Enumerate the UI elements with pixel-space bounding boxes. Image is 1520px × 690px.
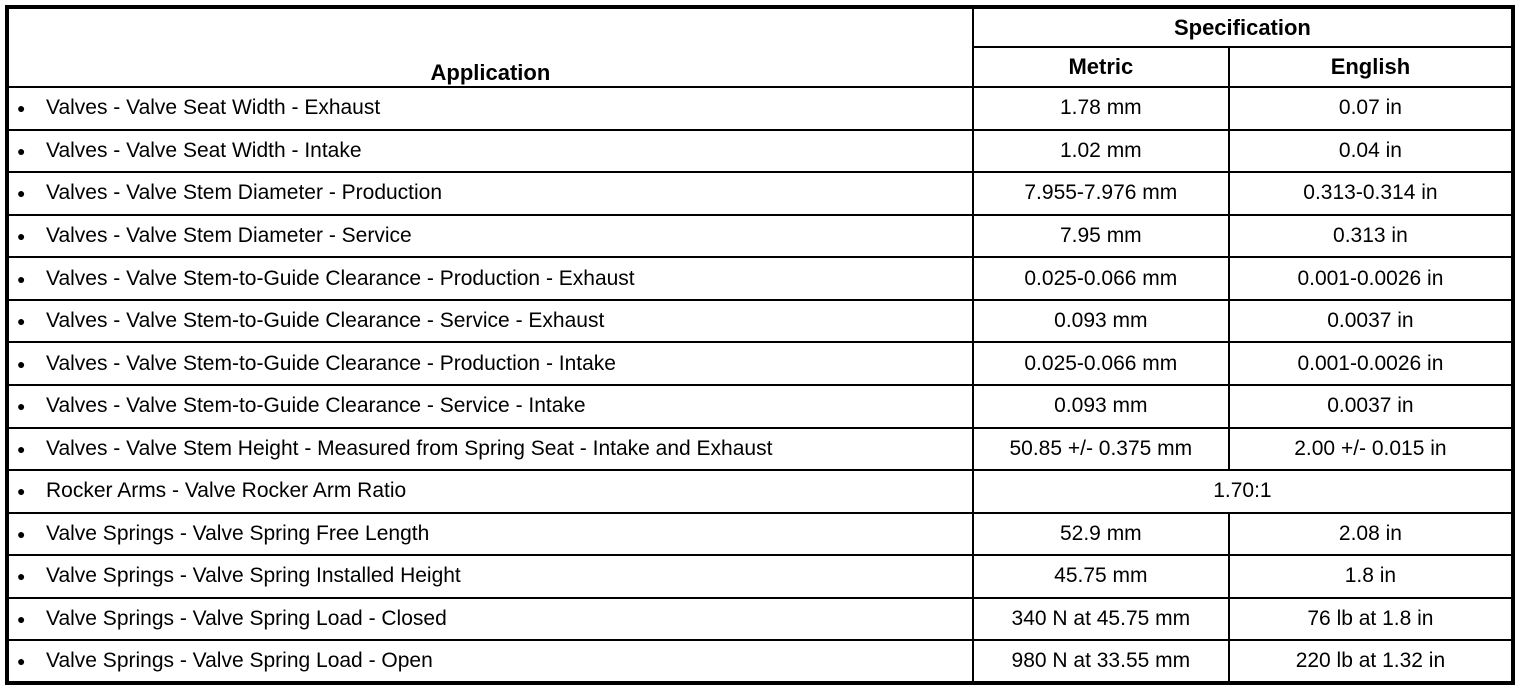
application-label: Valve Springs - Valve Spring Load - Open [46, 649, 433, 673]
table-row [7, 428, 1513, 471]
metric-value-cell: 0.025-0.066 mm [973, 342, 1229, 385]
table-body [7, 87, 1513, 683]
english-value-cell: 0.0037 in [1229, 300, 1513, 343]
application-cell [7, 385, 973, 428]
application-cell [7, 470, 973, 513]
application-label: Valves - Valve Stem-to-Guide Clearance - Production - Intake [46, 351, 616, 375]
table-row [7, 385, 1513, 428]
metric-value-cell: 45.75 mm [973, 555, 1229, 598]
metric-value-cell: 0.025-0.066 mm [973, 257, 1229, 300]
application-cell [7, 172, 973, 215]
table-row [7, 598, 1513, 641]
english-column-header: English [1229, 47, 1513, 87]
english-value-cell: 0.04 in [1229, 130, 1513, 173]
application-label: Valves - Valve Seat Width - Intake [46, 138, 362, 162]
english-value-cell: 0.313 in [1229, 215, 1513, 258]
table-header [7, 7, 1513, 87]
table-row [7, 172, 1513, 215]
metric-value-cell: 0.093 mm [973, 385, 1229, 428]
english-value-cell: 0.001-0.0026 in [1229, 342, 1513, 385]
bullet-icon: ● [17, 440, 26, 457]
bullet-icon: ● [17, 185, 26, 202]
metric-value-cell: 7.955-7.976 mm [973, 172, 1229, 215]
application-column-header: Application [7, 7, 973, 87]
application-cell [7, 598, 973, 641]
bullet-icon: ● [17, 483, 26, 500]
english-value-cell: 0.313-0.314 in [1229, 172, 1513, 215]
table-row [7, 513, 1513, 556]
application-cell [7, 87, 973, 130]
application-label: Valves - Valve Stem Diameter - Production [46, 181, 443, 205]
english-value-cell: 1.8 in [1229, 555, 1513, 598]
bullet-icon: ● [17, 100, 26, 117]
table-row [7, 87, 1513, 130]
application-cell [7, 300, 973, 343]
english-value-cell: 2.08 in [1229, 513, 1513, 556]
english-value-cell: 0.0037 in [1229, 385, 1513, 428]
metric-value-cell: 1.78 mm [973, 87, 1229, 130]
specification-table [5, 5, 1515, 685]
table-row [7, 257, 1513, 300]
table-row [7, 555, 1513, 598]
bullet-icon: ● [17, 653, 26, 670]
application-label: Valves - Valve Seat Width - Exhaust [46, 96, 381, 120]
metric-column-header: Metric [973, 47, 1229, 87]
metric-value-cell: 980 N at 33.55 mm [973, 640, 1229, 683]
application-cell [7, 215, 973, 258]
english-value-cell: 2.00 +/- 0.015 in [1229, 428, 1513, 471]
application-label: Valves - Valve Stem-to-Guide Clearance - Service - Intake [46, 394, 586, 418]
application-label: Valves - Valve Stem Height - Measured from Spring Seat - Intake and Exhaust [46, 436, 773, 460]
english-value-cell: 0.001-0.0026 in [1229, 257, 1513, 300]
metric-value-cell: 0.093 mm [973, 300, 1229, 343]
bullet-icon: ● [17, 270, 26, 287]
application-label: Valve Springs - Valve Spring Load - Closed [46, 607, 447, 631]
english-value-cell: 220 lb at 1.32 in [1229, 640, 1513, 683]
english-value-cell: 76 lb at 1.8 in [1229, 598, 1513, 641]
application-cell [7, 555, 973, 598]
application-label: Valves - Valve Stem Diameter - Service [46, 223, 412, 247]
application-label: Valve Springs - Valve Spring Installed Height [46, 564, 461, 588]
table-row [7, 470, 1513, 513]
header-row-1 [7, 7, 1513, 47]
bullet-icon: ● [17, 142, 26, 159]
application-label: Valve Springs - Valve Spring Free Length [46, 521, 430, 545]
application-label: Valves - Valve Stem-to-Guide Clearance - Service - Exhaust [46, 309, 605, 333]
metric-value-cell: 52.9 mm [973, 513, 1229, 556]
application-cell [7, 428, 973, 471]
metric-value-cell: 7.95 mm [973, 215, 1229, 258]
metric-value-cell: 340 N at 45.75 mm [973, 598, 1229, 641]
bullet-icon: ● [17, 398, 26, 415]
application-label: Valves - Valve Stem-to-Guide Clearance - Production - Exhaust [46, 266, 635, 290]
application-label: Rocker Arms - Valve Rocker Arm Ratio [46, 479, 407, 503]
metric-value-cell: 50.85 +/- 0.375 mm [973, 428, 1229, 471]
table-row [7, 300, 1513, 343]
bullet-icon: ● [17, 568, 26, 585]
bullet-icon: ● [17, 355, 26, 372]
application-cell [7, 640, 973, 683]
application-cell [7, 257, 973, 300]
table-row [7, 130, 1513, 173]
metric-value-cell: 1.02 mm [973, 130, 1229, 173]
bullet-icon: ● [17, 611, 26, 628]
english-value-cell: 0.07 in [1229, 87, 1513, 130]
application-cell [7, 342, 973, 385]
specification-column-header: Specification [973, 7, 1513, 47]
bullet-icon: ● [17, 227, 26, 244]
table-row [7, 640, 1513, 683]
table-row [7, 215, 1513, 258]
bullet-icon: ● [17, 525, 26, 542]
bullet-icon: ● [17, 313, 26, 330]
application-cell [7, 130, 973, 173]
combined-spec-value-cell: 1.70:1 [973, 470, 1513, 513]
table-row [7, 342, 1513, 385]
application-cell [7, 513, 973, 556]
